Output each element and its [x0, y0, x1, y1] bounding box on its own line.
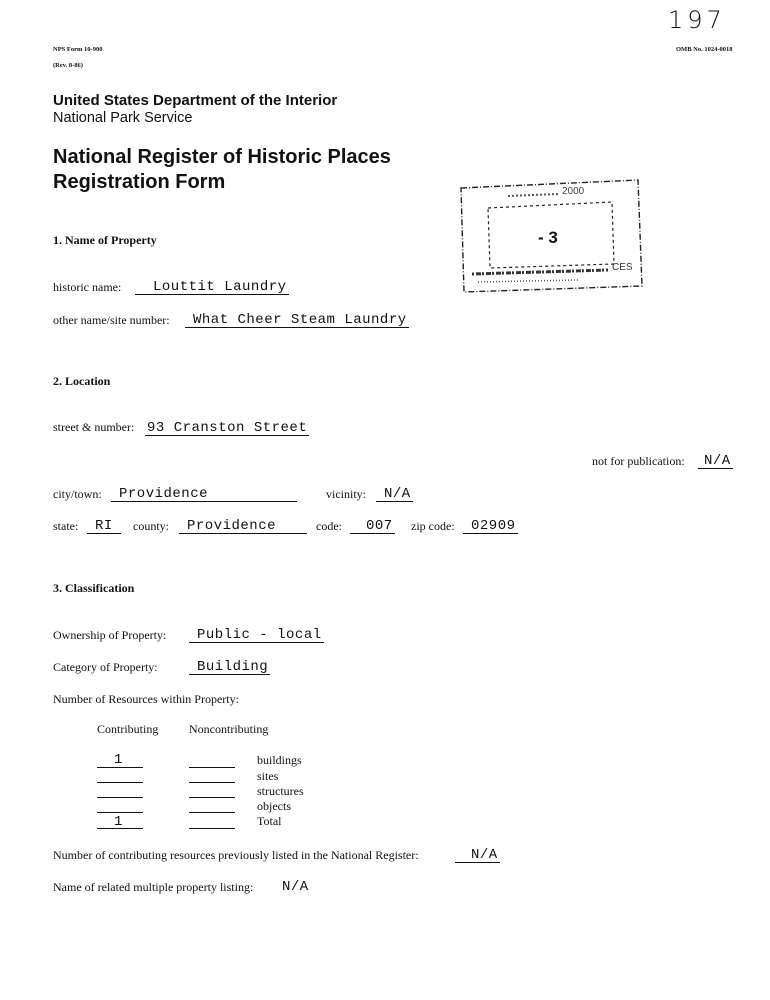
multiple-listing-value: N/A [282, 879, 309, 895]
vicinity-label: vicinity: [326, 487, 366, 501]
resource-type-sites: sites [257, 769, 279, 783]
col-noncontributing-header: Noncontributing [189, 722, 269, 736]
historic-name-field[interactable] [135, 279, 289, 295]
ownership-label: Ownership of Property: [53, 628, 167, 642]
resources-label: Number of Resources within Property: [53, 692, 239, 706]
stamp-fragment-bottom: CES [612, 262, 633, 273]
handwritten-page-number: 197 [668, 6, 726, 34]
not-for-publication-field[interactable] [698, 453, 733, 469]
form-title-line2: Registration Form [53, 171, 226, 193]
noncontributing-sites-field[interactable] [189, 782, 235, 783]
contributing-buildings-value: 1 [114, 752, 123, 768]
section-1-heading: 1. Name of Property [53, 233, 157, 247]
county-field[interactable] [179, 518, 307, 534]
received-stamp [458, 178, 644, 294]
state-value: RI [87, 520, 121, 534]
street-label: street & number: [53, 420, 135, 434]
historic-name-label: historic name: [53, 280, 122, 294]
contributing-total-value: 1 [114, 814, 123, 830]
form-number: NPS Form 10-900 [53, 46, 103, 53]
previously-listed-value: N/A [455, 849, 500, 863]
other-name-value: What Cheer Steam Laundry [185, 314, 409, 328]
not-for-publication-label: not for publication: [592, 454, 685, 468]
form-title-line1: National Register of Historic Places [53, 146, 391, 168]
state-label: state: [53, 519, 79, 533]
zip-label: zip code: [411, 519, 455, 533]
zip-value: 02909 [463, 520, 518, 534]
category-label: Category of Property: [53, 660, 158, 674]
contributing-sites-field[interactable] [97, 782, 143, 783]
state-field[interactable] [87, 518, 121, 534]
resource-type-buildings: buildings [257, 753, 302, 767]
form-revision: (Rev. 8-86) [53, 62, 83, 69]
other-name-field[interactable] [185, 312, 409, 328]
code-label: code: [316, 519, 342, 533]
contributing-structures-field[interactable] [97, 797, 143, 798]
zip-field[interactable] [463, 518, 518, 534]
resource-type-total: Total [257, 814, 282, 828]
code-value: 007 [350, 520, 395, 534]
historic-name-value: Louttit Laundry [135, 281, 289, 295]
noncontributing-buildings-field[interactable] [189, 767, 235, 768]
category-value: Building [189, 661, 270, 675]
omb-number: OMB No. 1024-0018 [676, 46, 733, 53]
street-value: 93 Cranston Street [147, 420, 308, 436]
ownership-value: Public - local [189, 629, 324, 643]
section-2-heading: 2. Location [53, 374, 111, 388]
previously-listed-field[interactable] [455, 847, 500, 863]
col-contributing-header: Contributing [97, 722, 159, 736]
other-name-label: other name/site number: [53, 313, 170, 327]
vicinity-field[interactable] [376, 486, 413, 502]
multiple-listing-label: Name of related multiple property listing: [53, 880, 254, 894]
city-label: city/town: [53, 487, 102, 501]
noncontributing-total-field[interactable] [189, 828, 235, 829]
street-field[interactable] [145, 420, 309, 436]
vicinity-value: N/A [376, 488, 413, 502]
resource-type-structures: structures [257, 784, 304, 798]
multiple-listing-field[interactable] [282, 879, 309, 895]
county-label: county: [133, 519, 169, 533]
noncontributing-objects-field[interactable] [189, 812, 235, 813]
service-name: National Park Service [53, 110, 193, 126]
county-value: Providence [179, 520, 307, 534]
stamp-fragment-top: 2000 [562, 186, 585, 197]
code-field[interactable] [350, 518, 395, 534]
noncontributing-structures-field[interactable] [189, 797, 235, 798]
city-value: Providence [111, 488, 297, 502]
ownership-field[interactable] [189, 627, 324, 643]
resource-type-objects: objects [257, 799, 291, 813]
section-3-heading: 3. Classification [53, 581, 135, 595]
contributing-objects-field[interactable] [97, 812, 143, 813]
stamp-number: - 3 [538, 228, 558, 247]
department-name: United States Department of the Interior [53, 92, 338, 109]
city-field[interactable] [111, 486, 297, 502]
category-field[interactable] [189, 659, 270, 675]
previously-listed-label: Number of contributing resources previously listed in the National Register: [53, 848, 419, 862]
not-for-publication-value: N/A [698, 455, 733, 469]
